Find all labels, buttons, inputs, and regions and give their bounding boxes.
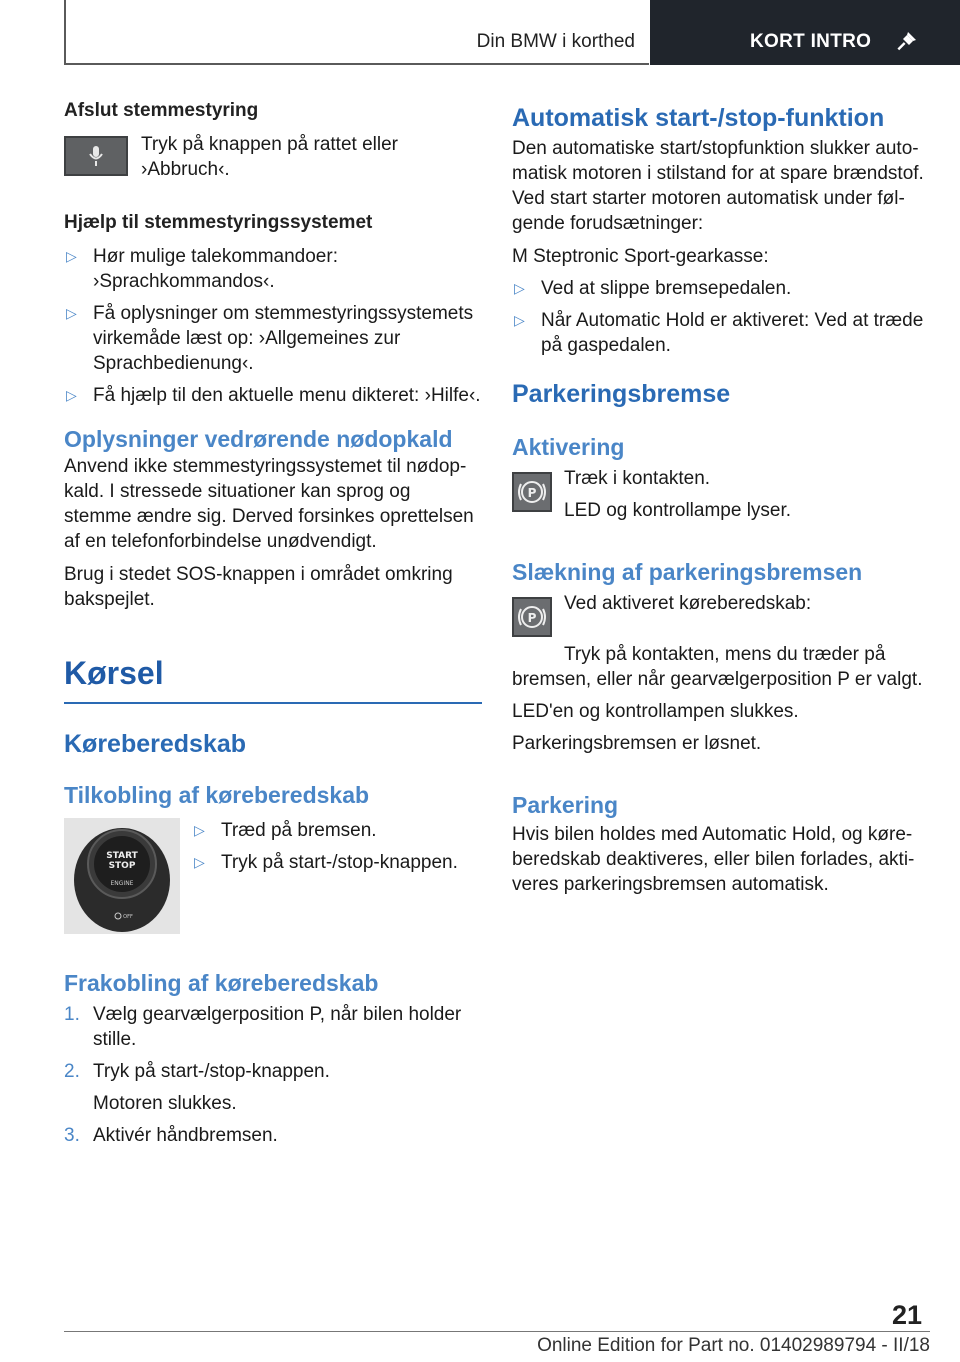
- slaekning-line2: Tryk på kontakten, mens du træder på bremsen, eller når gearvælgerposition P er valgt.: [512, 644, 923, 690]
- triangle-bullet-icon: ▷: [66, 387, 77, 403]
- triangle-bullet-icon: ▷: [194, 854, 205, 870]
- list-item: ▷ Få oplysninger om stemmestyringssystemets virkemåde læst op: ›Allgemeines zur Sprachbedienung‹.: [66, 303, 474, 374]
- tilkobling-list: [192, 818, 482, 882]
- footer-divider: [64, 1331, 930, 1332]
- section-title: Din BMW i korthed: [476, 31, 635, 52]
- autostart-list: [512, 276, 930, 358]
- triangle-bullet-icon: ▷: [66, 248, 77, 264]
- microphone-icon: [66, 138, 126, 174]
- off-label: OFF: [123, 914, 133, 920]
- parking-brake-switch-image: [512, 597, 552, 637]
- page-number: 21: [892, 1300, 923, 1330]
- slaekning-line4: Parkeringsbremsen er løsnet.: [512, 733, 762, 754]
- list-item: 3. Aktivér håndbremsen.: [64, 1125, 278, 1146]
- parkering-sub-text: Hvis bilen holdes med Automatic Hold, og køre-beredskab deaktiveres, eller bilen forlades, akti-veres parkeringsbremsen automatisk.: [512, 824, 915, 895]
- aktivering-line1: Træk i kontakten.: [564, 468, 711, 489]
- start-stop-illustration: [64, 818, 180, 934]
- tilkobling-block: [64, 818, 482, 942]
- frakobling-list: [64, 1002, 482, 1148]
- start-stop-button-image: [64, 818, 180, 934]
- autostart-p2: M Steptronic Sport-gearkasse:: [512, 246, 769, 267]
- korsel-subtitle: Køreberedskab: [64, 730, 247, 758]
- header-section-box: [64, 0, 649, 65]
- parking-brake-icon: [514, 599, 550, 635]
- frakobling-note: Motoren slukkes.: [93, 1093, 237, 1114]
- list-item: ▷ Tryk på start-/stop-knappen.: [194, 852, 458, 873]
- triangle-bullet-icon: ▷: [66, 305, 77, 321]
- aktivering-heading: Aktivering: [512, 434, 625, 460]
- svg-text:P: P: [527, 486, 537, 500]
- hjaelp-list: [64, 244, 482, 408]
- afslut-heading: Afslut stemmestyring: [64, 100, 259, 121]
- stop-label: STOP: [108, 861, 136, 871]
- triangle-bullet-icon: ▷: [514, 280, 525, 296]
- voice-button-image: [64, 136, 128, 176]
- tilkobling-heading: Tilkobling af køreberedskab: [64, 782, 370, 808]
- title-divider: [64, 702, 482, 704]
- chapter-tab: [650, 0, 960, 65]
- right-column: [512, 100, 930, 897]
- slaekning-line3: LED'en og kontrollampen slukkes.: [512, 701, 799, 722]
- list-item: ▷ Træd på bremsen.: [194, 820, 377, 841]
- list-item: ▷ Få hjælp til den aktuelle menu dikteret: ›Hilfe‹.: [66, 385, 481, 406]
- autostart-heading: Automatisk start-/stop-funktion: [512, 104, 885, 132]
- parking-brake-switch-image: [512, 472, 552, 512]
- triangle-bullet-icon: ▷: [194, 822, 205, 838]
- list-item: ▷ Når Automatic Hold er aktiveret: Ved at træde på gaspedalen.: [514, 310, 924, 356]
- aktivering-line2: LED og kontrollampe lyser.: [564, 500, 792, 521]
- list-item: 1. Vælg gearvælgerposition P, når bilen holder stille.: [64, 1004, 462, 1050]
- svg-text:P: P: [527, 611, 537, 625]
- list-item: ▷ Hør mulige talekommandoer: ›Sprachkommandos‹.: [66, 246, 338, 292]
- korsel-title: Kørsel: [64, 655, 164, 691]
- afslut-row: [64, 132, 482, 182]
- frakobling-heading: Frakobling af køreberedskab: [64, 970, 379, 996]
- start-label: START: [106, 851, 138, 861]
- pushpin-icon: [894, 28, 920, 54]
- parkering-heading: Parkeringsbremse: [512, 380, 731, 408]
- slaekning-heading: Slækning af parkeringsbremsen: [512, 559, 863, 585]
- chapter-tag: KORT INTRO: [750, 31, 872, 52]
- page-header: [0, 0, 960, 66]
- parking-brake-icon: [514, 474, 550, 510]
- aktivering-row: [512, 466, 930, 523]
- list-item: ▷ Ved at slippe bremsepedalen.: [514, 278, 792, 299]
- slaekning-line1: Ved aktiveret køreberedskab:: [564, 593, 812, 614]
- nodopkald-heading: Oplysninger vedrørende nødopkald: [64, 426, 453, 452]
- nodopkald-p2: Brug i stedet SOS-knappen i området omkring bakspejlet.: [64, 564, 453, 610]
- nodopkald-p1: Anvend ikke stemmestyringssystemet til nødop-kald. I stressede situationer kan sprog og stemme ændre sig. Derved forsinkes oprettelsen af en telefonforbindelse unødvendigt.: [64, 456, 474, 552]
- autostart-p1: Den automatiske start/stopfunktion slukker auto-matisk motoren i stilstand for at spare brændstof. Ved start starter motoren automatisk under føl-gende forudsætninger:: [512, 138, 924, 234]
- edition-text: Online Edition for Part no. 01402989794 - II/18: [537, 1335, 930, 1356]
- slaekning-row: [512, 591, 930, 635]
- parkering-sub-heading: Parkering: [512, 792, 619, 818]
- left-column: [64, 100, 482, 1155]
- list-item: 2. Tryk på start-/stop-knappen. Motoren slukkes.: [64, 1059, 482, 1116]
- triangle-bullet-icon: ▷: [514, 312, 525, 328]
- afslut-text: Tryk på knappen på rattet eller ›Abbruch‹.: [141, 134, 398, 180]
- engine-label: ENGINE: [110, 880, 134, 887]
- hjaelp-heading: Hjælp til stemmestyringssystemet: [64, 212, 373, 233]
